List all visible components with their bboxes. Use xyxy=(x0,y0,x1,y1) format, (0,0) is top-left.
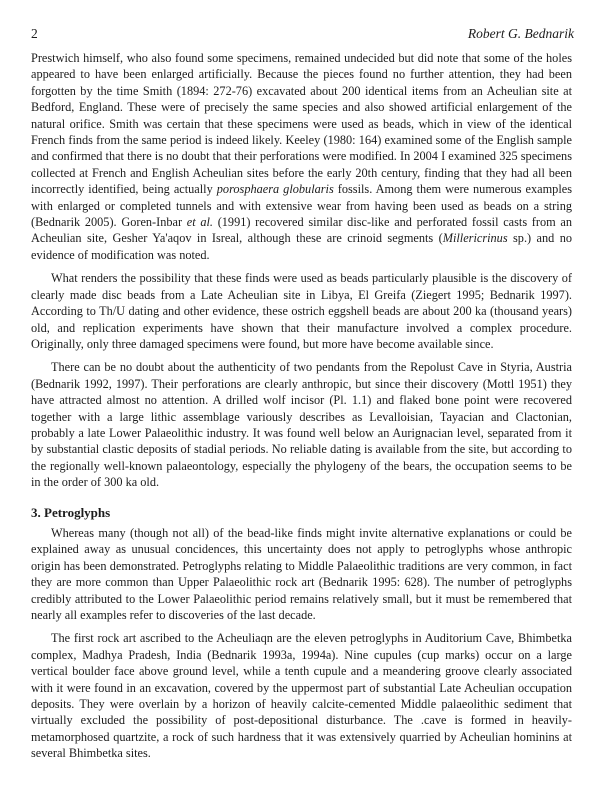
page-number: 2 xyxy=(31,26,38,41)
paragraph-text: There can be no doubt about the authenticity of two pendants from the Repolust Cave in Styria, Austria (Bednarik 1992, 1997). Their perforations are clearly anthropic, but since their discovery (Mottl 1951) they have attracted almost no attention. A drilled wolf incisor (Pl. 1.1) and flaked bone point were recovered together with a large lithic assemblage variously describes as Levalloisian, Tayacian and Clactonian, probably a late Lower Palaeolithic industry. It was found well below an Aurignacian level, separated from it by substantial clastic deposits of stadial periods. No reliable dating is available from the site, but according to the regionally well-known palaeontology, especially the phylogeny of the bears, the occupation seems to be in the order of 300 ka old. xyxy=(31,360,572,490)
body-paragraph xyxy=(31,270,572,352)
paragraph-text: (1991) recovered similar disc-like and perforated fossil casts from an Acheulian site, Gesher Ya'aqov in Isreal, although these are crinoid segments ( xyxy=(31,215,572,246)
paragraph-text: fossils. Among them were numerous examples with enlarged or completed tunnels and with extensive wear from having been used as beads on a string (Bednarik 2005). Goren-Inbar xyxy=(31,182,572,230)
paragraph-text: sp.) and no evidence of modification was noted. xyxy=(31,231,572,262)
italic-text: et al. xyxy=(186,215,213,230)
section-heading: 3. Petroglyphs xyxy=(31,504,111,520)
page-header xyxy=(31,26,574,42)
body-paragraph xyxy=(31,359,572,490)
body-text xyxy=(31,50,572,762)
body-paragraph xyxy=(31,50,572,263)
running-head-author: Robert G. Bednarik xyxy=(467,26,574,41)
paragraph-text: Whereas many (though not all) of the bead-like finds might invite alternative explanations or could be explained away as unusual concidences, this uncertainty does not apply to petroglyphs whose anthropic origin has been demonstrated. Petroglyphs relating to Middle Palaeolithic traditions are very common, in fact they are more common than Upper Palaeolithic rock art (Bednarik 1995: 628). The number of petroglyphs credibly attributed to the Lower Palaeolithic period remains relatively small, but it must be remembered that nearly all examples refer to discoveries of the last decade. xyxy=(31,525,572,622)
italic-text: porosphaera globularis xyxy=(216,182,334,197)
paragraph-text: What renders the possibility that these finds were used as beads particularly plausible is the discovery of clearly made disc beads from a Late Acheulian site in Libya, El Greifa (Ziegert 1995; Bednarik 1997). According to Th/U dating and other evidence, these ostrich eggshell beads are about 200 ka (thousand years) old, and replication experiments have shown that their manufacture involved a complex procedure. Originally, only three damaged specimens were found, but more have become available since. xyxy=(31,271,572,351)
paragraph-text: The first rock art ascribed to the Acheuliaqn are the eleven petroglyphs in Auditorium Cave, Bhimbetka complex, Madhya Pradesh, India (Bednarik 1993a, 1994a). Nine cupules (cup marks) occur on a large vertical boulder face above ground level, while a tenth cupule and a meandering groove clearly associated with it were found in an excavation, covered by the uppermost part of substantial Late Acheulian occupation deposits. They were overlain by a horizon of heavily calcite-cemented Middle palaeolithic sediment that virtually excluded the possibility of post-depositional disturbance. The .cave is formed in heavily-metamorphosed quartzite, a rock of such hardness that it was extensively quarried by Acheulian hominins at several Bhimbetka sites. xyxy=(31,631,572,761)
paragraph-text: Prestwich himself, who also found some specimens, remained undecided but did note that some of the holes appeared to have been enlarged artificially. Because the pieces found no further attention, they had been forgotten by the time Smith (1894: 272-76) excavated about 200 identical items from an Acheulian site at Bedford, England. These were of precisely the same species and also showed artificial enlargement of the natural orifice. Smith was certain that these specimens were used as beads, which in view of the identical French finds from the same period is indeed likely. Keeley (1980: 164) examined some of the English sample and confirmed that there is no doubt that their perforations were modified. In 2004 I examined 325 specimens collected at French and English Acheulian sites before the early 20th century, finding that they had all been incorrectly identified, being actually xyxy=(31,51,572,197)
italic-text: Millericrinus xyxy=(442,231,508,246)
body-paragraph xyxy=(31,630,572,761)
body-paragraph xyxy=(31,525,572,623)
